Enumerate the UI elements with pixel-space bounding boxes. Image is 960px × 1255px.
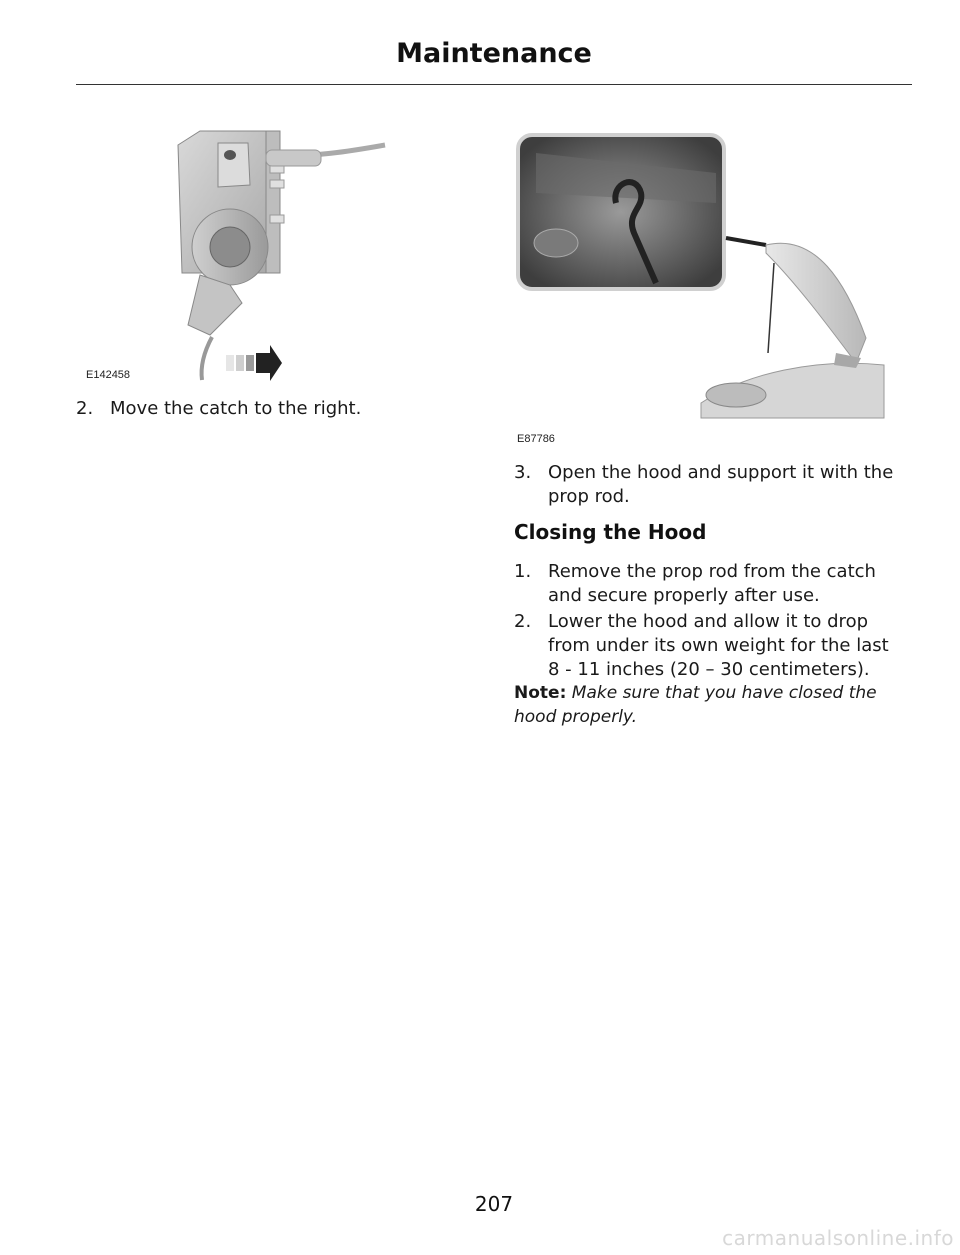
hood-prop-rod-illustration <box>516 133 886 423</box>
watermark: carmanualsonline.info <box>722 1226 954 1250</box>
step-text-line: and secure properly after use. <box>548 585 820 606</box>
figure-code: E87786 <box>517 433 555 445</box>
step-number: 1. <box>514 561 532 582</box>
page-title: Maintenance <box>396 38 592 69</box>
step-text-line: Remove the prop rod from the catch <box>548 561 876 582</box>
page-number: 207 <box>474 1192 514 1216</box>
note-text-line: hood properly. <box>514 707 638 727</box>
hood-catch-icon <box>170 125 395 385</box>
step-text-line: from under its own weight for the last <box>548 635 889 656</box>
note-text: Make sure that you have closed the <box>571 683 877 703</box>
header-divider <box>76 84 912 85</box>
step-text-line: prop rod. <box>548 486 630 507</box>
step-text-line: 8 - 11 inches (20 – 30 centimeters). <box>548 659 870 680</box>
note-label: Note: <box>514 683 567 703</box>
step-number: 3. <box>514 462 532 483</box>
section-heading: Closing the Hood <box>514 520 707 544</box>
list-item <box>514 610 914 682</box>
step-number: 2. <box>514 611 532 632</box>
list-item <box>514 560 914 608</box>
prop-rod-icon <box>516 133 886 423</box>
hood-catch-illustration <box>170 125 395 385</box>
note <box>514 681 914 729</box>
step-text: Move the catch to the right. <box>110 398 362 419</box>
list-item <box>514 461 914 509</box>
step-number: 2. <box>76 398 94 419</box>
figure-code: E142458 <box>86 369 131 381</box>
step-text-line: Open the hood and support it with the <box>548 462 894 483</box>
step-text-line: Lower the hood and allow it to drop <box>548 611 869 632</box>
